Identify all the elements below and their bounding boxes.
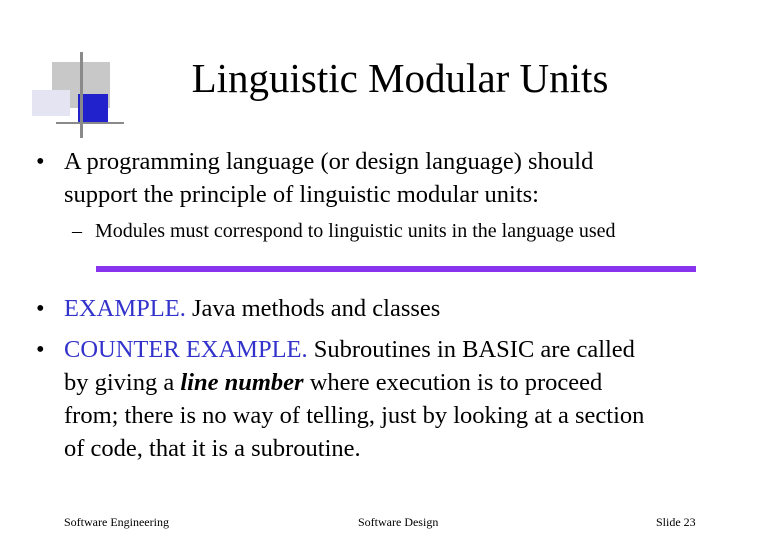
bullet-item bbox=[36, 145, 756, 215]
bullet-marker: • bbox=[36, 148, 45, 175]
counter-example-keyword: COUNTER EXAMPLE. bbox=[64, 336, 308, 363]
bullet-line: from; there is no way of telling, just by looking at a section bbox=[64, 402, 645, 429]
example-keyword: EXAMPLE. bbox=[64, 295, 186, 322]
bullet-line: A programming language (or design language) should bbox=[64, 148, 594, 175]
bullet-item bbox=[36, 333, 756, 468]
sub-bullet-item bbox=[72, 218, 616, 244]
deco-light-square bbox=[32, 90, 70, 116]
bullet-marker: • bbox=[36, 336, 45, 363]
bullet-line: support the principle of linguistic modular units: bbox=[64, 181, 539, 208]
slide-title: Linguistic Modular Units bbox=[191, 55, 609, 101]
line-prefix: by giving a bbox=[64, 369, 175, 396]
emphasis-text: line number bbox=[180, 369, 304, 396]
example-text: Java methods and classes bbox=[191, 295, 441, 322]
divider-bar bbox=[96, 266, 696, 272]
bullet-line: of code, that it is a subroutine. bbox=[64, 435, 361, 462]
sub-bullet-text: Modules must correspond to linguistic units in the language used bbox=[95, 220, 616, 242]
bullet-marker: • bbox=[36, 295, 45, 322]
footer-slide-number: Slide 23 bbox=[656, 515, 696, 529]
sub-bullet-dash: – bbox=[72, 220, 82, 242]
footer-center: Software Design bbox=[358, 515, 439, 529]
deco-vertical-line bbox=[80, 52, 83, 138]
counter-example-text: Subroutines in BASIC are called bbox=[313, 336, 635, 363]
bullet-line bbox=[64, 292, 440, 325]
footer-left: Software Engineering bbox=[64, 515, 169, 529]
bullet-item bbox=[36, 292, 756, 326]
deco-horizontal-line bbox=[56, 122, 124, 124]
bullet-line bbox=[64, 333, 635, 366]
corner-decoration bbox=[0, 0, 140, 140]
line-suffix: where execution is to proceed bbox=[309, 369, 603, 396]
bullet-line bbox=[64, 366, 602, 399]
